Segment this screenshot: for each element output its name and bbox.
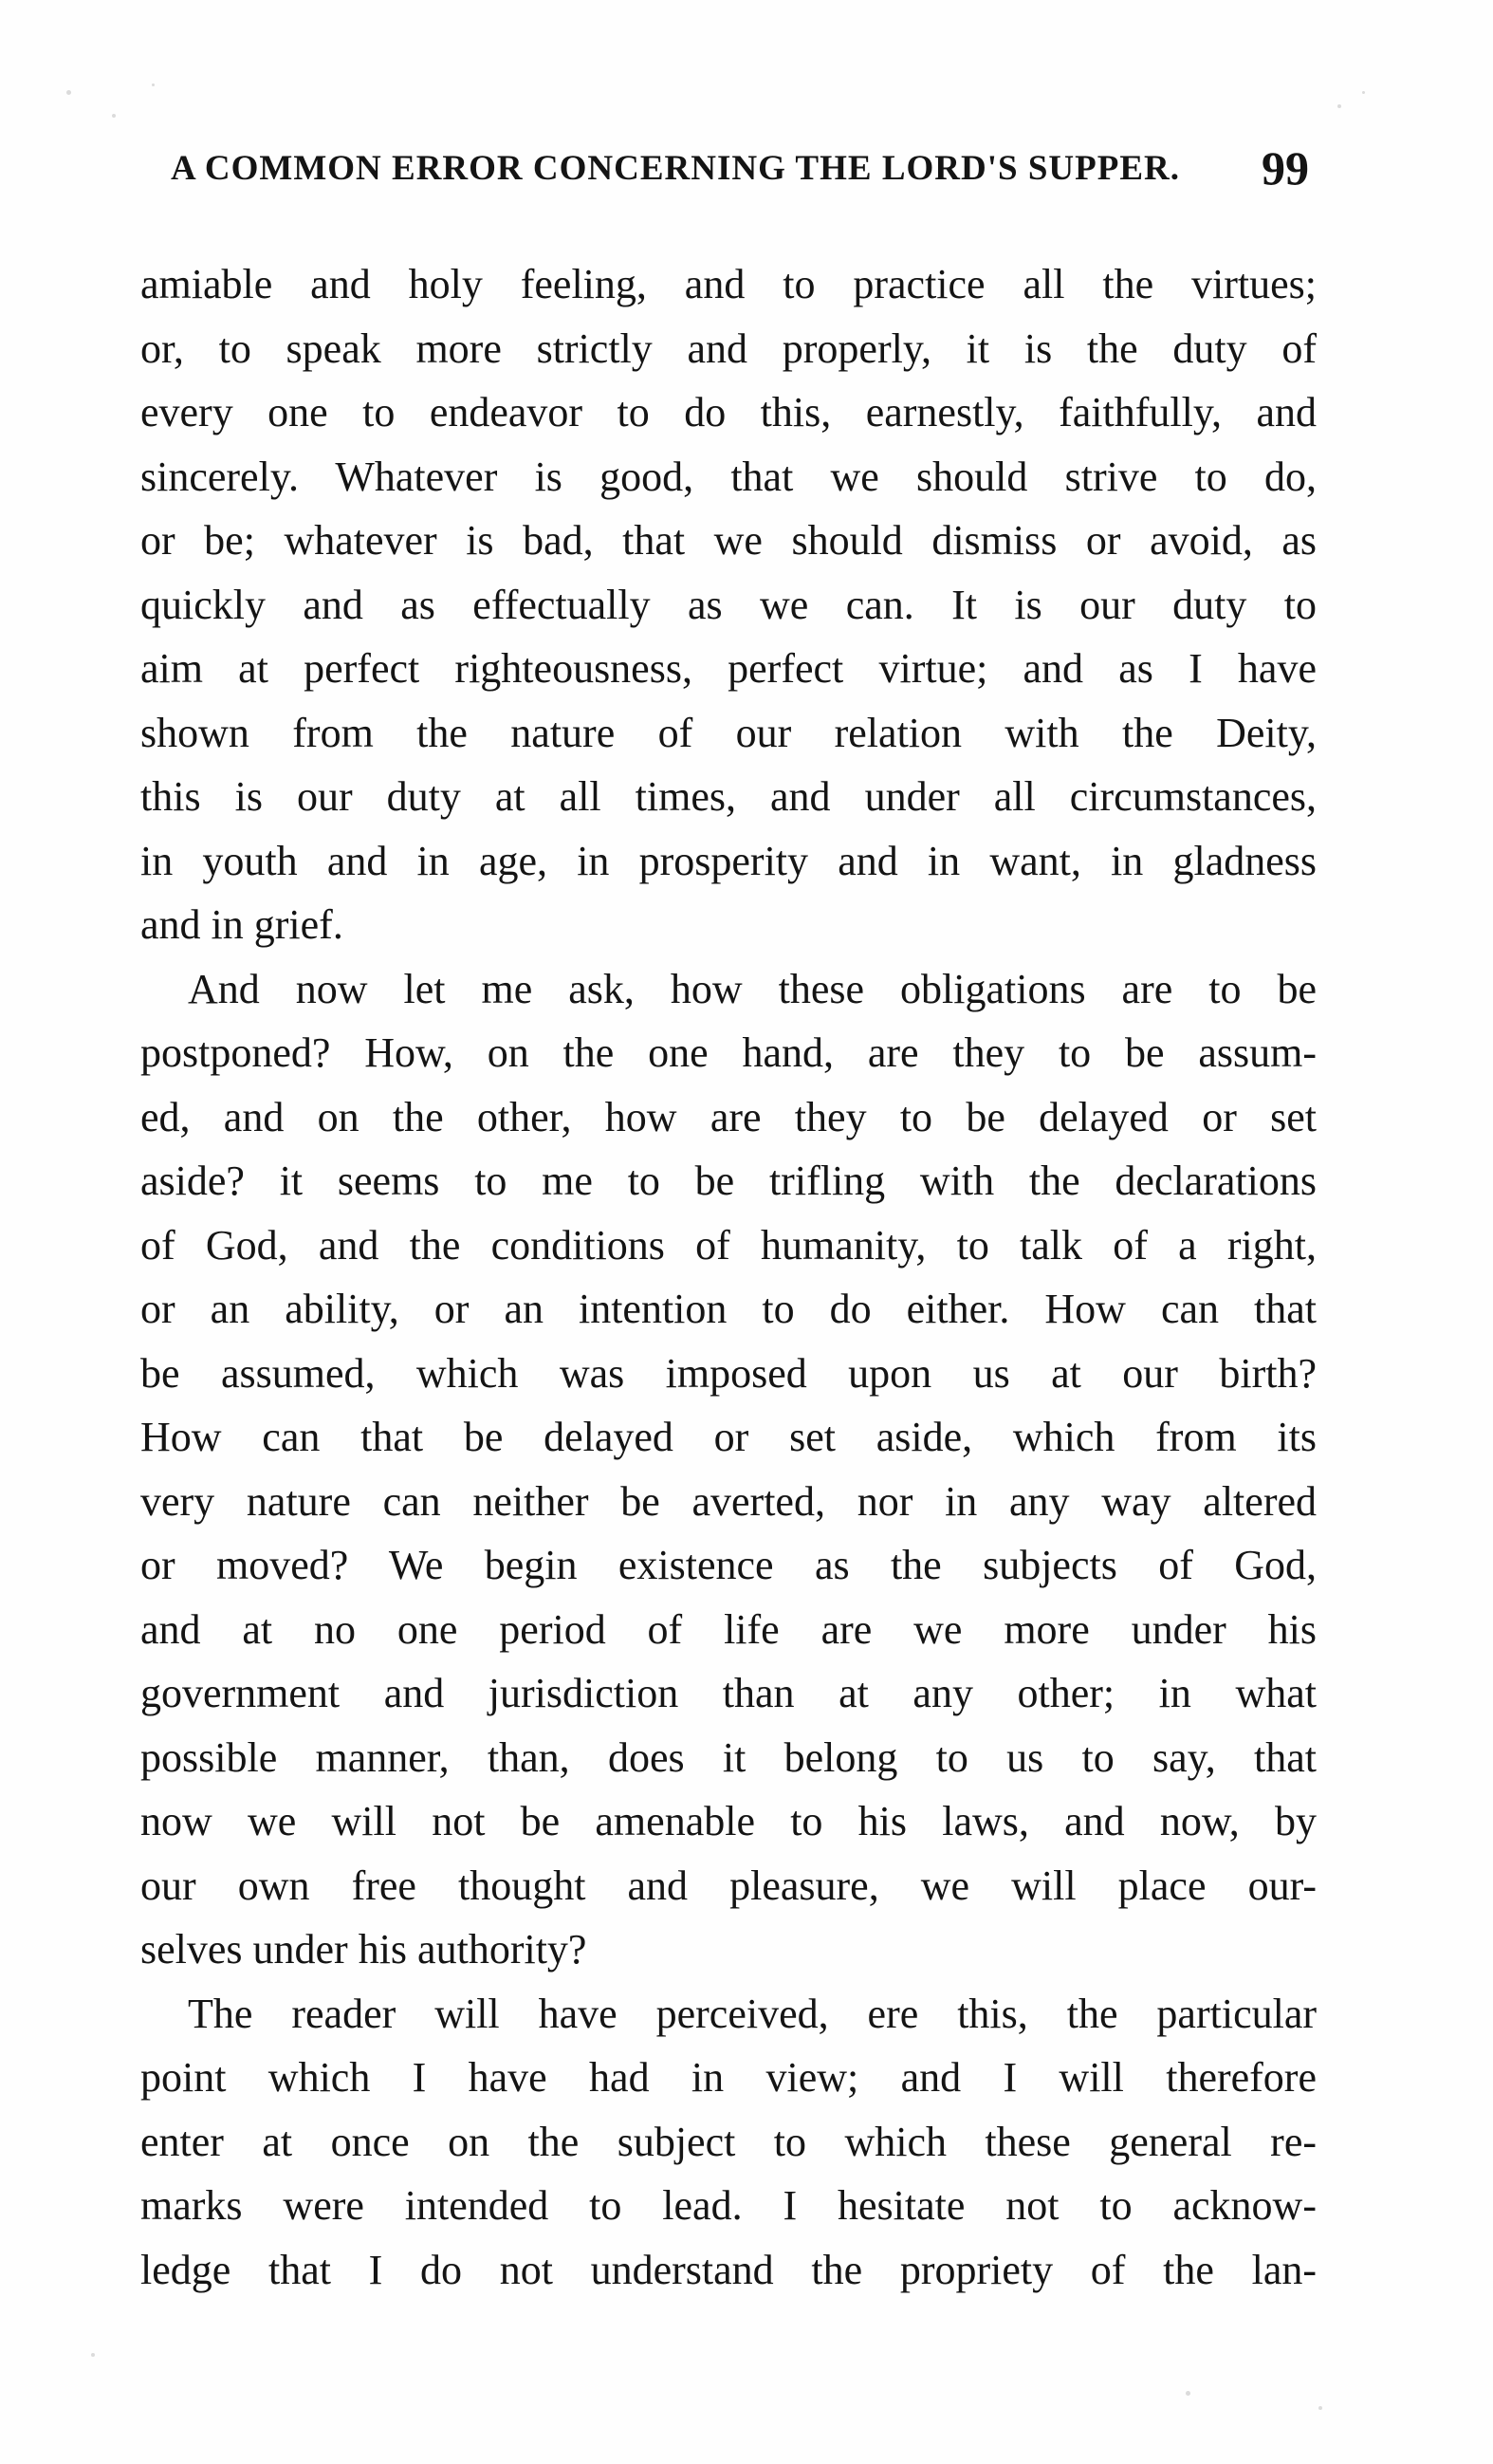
text-line: or moved? We begin existence as the subjects of God, — [140, 1542, 1317, 1588]
text-line: or, to speak more strictly and properly, it is the duty of — [140, 324, 1317, 372]
text-line: sincerely. Whatever is good, that we should strive to do, — [140, 453, 1317, 500]
text-line: possible manner, than, does it belong to us to say, that — [140, 1733, 1317, 1781]
text-line: or be; whatever is bad, that we should dismiss or avoid, as — [140, 517, 1317, 564]
text-line: every one to endeavor to do this, earnestly, faithfully, and — [140, 389, 1317, 435]
text-line: enter at once on the subject to which these general re- — [140, 2118, 1317, 2165]
text-line: point which I have had in view; and I will therefore — [140, 2054, 1317, 2101]
text-line: The reader will have perceived, ere this, the particular — [188, 1990, 1317, 2037]
text-line: of God, and the conditions of humanity, to talk of a right, — [140, 1221, 1317, 1269]
text-line: selves under his authority? — [140, 1926, 587, 1973]
text-line: postponed? How, on the one hand, are they to be assum- — [140, 1029, 1317, 1076]
text-line: aside? it seems to me to be trifling with the declarations — [140, 1158, 1317, 1204]
page-number: 99 — [1262, 141, 1309, 195]
scan-speck — [1186, 2391, 1190, 2396]
text-line: ledge that I do not understand the propriety of the lan- — [140, 2246, 1317, 2293]
text-line: or an ability, or an intention to do either. How can that — [140, 1286, 1317, 1332]
scan-speck — [66, 90, 71, 95]
scan-speck — [1362, 91, 1365, 94]
text-line: government and jurisdiction than at any other; in what — [140, 1670, 1317, 1716]
text-line: And now let me ask, how these obligations are to be — [188, 965, 1317, 1012]
scan-speck — [1337, 104, 1341, 108]
text-line: How can that be delayed or set aside, which from its — [140, 1414, 1317, 1460]
body-text — [140, 252, 1317, 2302]
text-line: now we will not be amenable to his laws, and now, by — [140, 1798, 1317, 1844]
text-line: this is our duty at all times, and under all circumstances, — [140, 773, 1317, 820]
text-line: quickly and as effectually as we can. It is our duty to — [140, 581, 1317, 628]
text-line: very nature can neither be averted, nor in any way altered — [140, 1477, 1317, 1525]
text-line: ed, and on the other, how are they to be delayed or set — [140, 1093, 1317, 1140]
scan-speck — [112, 114, 116, 118]
text-line: and in grief. — [140, 901, 343, 948]
text-line: amiable and holy feeling, and to practice all the virtues; — [140, 261, 1317, 307]
text-line: shown from the nature of our relation with the Deity, — [140, 709, 1317, 756]
text-line: in youth and in age, in prosperity and in want, in gladness — [140, 837, 1317, 884]
text-line: marks were intended to lead. I hesitate not to acknow- — [140, 2182, 1317, 2229]
text-line: our own free thought and pleasure, we will place our- — [140, 1862, 1317, 1909]
text-line: be assumed, which was imposed upon us at our birth? — [140, 1349, 1317, 1397]
text-line: and at no one period of life are we more under his — [140, 1605, 1317, 1653]
scan-speck — [91, 2353, 95, 2357]
running-title: A COMMON ERROR CONCERNING THE LORD'S SUPPER. — [171, 149, 1180, 188]
text-line: aim at perfect righteousness, perfect virtue; and as I have — [140, 645, 1317, 692]
running-head — [171, 140, 1309, 197]
scan-speck — [152, 83, 155, 86]
scan-speck — [1318, 2406, 1322, 2410]
